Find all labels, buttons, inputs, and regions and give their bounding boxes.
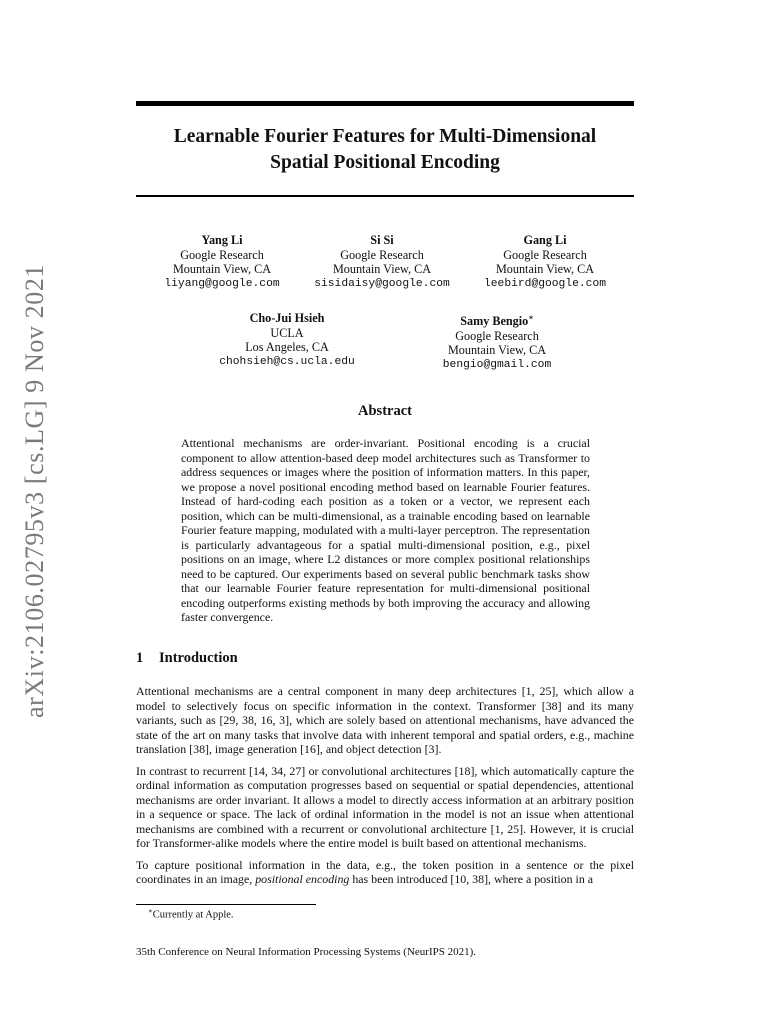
author-location: Los Angeles, CA xyxy=(245,340,329,354)
author-name: Yang Li xyxy=(201,233,243,247)
paragraph xyxy=(136,858,634,887)
author-email[interactable]: leebird@google.com xyxy=(483,277,607,290)
arxiv-identifier: arXiv:2106.02795v3 [cs.LG] 9 Nov 2021 xyxy=(20,263,49,718)
section-heading xyxy=(136,650,238,667)
author-location: Mountain View, CA xyxy=(332,262,432,276)
footnote xyxy=(148,907,234,921)
paragraph-text: has been introduced [10, 38], where a position in a xyxy=(349,872,594,886)
author-block-gang-li xyxy=(450,233,640,291)
author-affiliation: Google Research xyxy=(180,247,264,262)
footnote-rule xyxy=(136,904,316,905)
author-block-si-si xyxy=(287,233,477,291)
title-top-rule xyxy=(136,101,634,106)
author-affiliation: Google Research xyxy=(455,328,539,343)
title-bottom-rule xyxy=(136,195,634,197)
author-affiliation: Google Research xyxy=(340,247,424,262)
section-title: Introduction xyxy=(159,650,238,666)
author-email[interactable]: liyang@google.com xyxy=(164,277,280,290)
intro-body xyxy=(136,684,634,894)
footnote-mark: ∗ xyxy=(148,907,153,915)
author-name: Cho-Jui Hsieh xyxy=(249,311,325,325)
author-email[interactable]: sisidaisy@google.com xyxy=(314,277,450,290)
author-name: Gang Li xyxy=(523,233,567,247)
emphasized-term: positional encoding xyxy=(255,872,350,886)
author-affiliation: Google Research xyxy=(503,247,587,262)
author-name: Samy Bengio xyxy=(460,314,529,329)
title-line-2: Spatial Positional Encoding xyxy=(270,152,500,173)
section-number: 1 xyxy=(136,650,144,666)
paragraph-text: To capture positional information in the data, e.g., the token position in a sentence or the pixel coordinates in an image, xyxy=(136,857,634,886)
author-location: Mountain View, CA xyxy=(495,262,595,276)
author-name-line xyxy=(402,311,592,329)
paragraph: Attentional mechanisms are a central component in many deep architectures [1, 25], which allow a model to selectively focus on specific information in the context. Transformer [38] and its many variants, such as [29, 38, 16, 3], which are solely based on attentional mechanisms, have advanced the state of the art on many tasks that involve data with inherent temporal and spatial orders, e.g., machine translation [38], image generation [16], and object detection [3]. xyxy=(136,684,634,756)
author-email[interactable]: chohsieh@cs.ucla.edu xyxy=(219,355,355,368)
abstract-text: Attentional mechanisms are order-invariant. Positional encoding is a crucial component to allow attention-based deep model architectures such as Transformer to address sequences or images where the position of information matters. In this paper, we propose a novel positional encoding method based on learnable Fourier features. Instead of hard-coding each position as a token or a vector, we represent each position, which can be multi-dimensional, as a trainable encoding based on learnable Fourier feature mapping, modulated with a multi-layer perceptron. The representation is particularly advantageous for a spatial multi-dimensional position, e.g., pixel positions on an image, where L2 distances or more complex positional relationships need to be captured. Our experiments based on several public benchmark tasks show that our learnable Fourier feature representation for multi-dimensional positional encoding outperforms existing methods by both improving the accuracy and allowing faster convergence. xyxy=(181,436,590,624)
author-block-samy-bengio xyxy=(402,311,592,372)
author-location: Mountain View, CA xyxy=(447,343,547,358)
author-email[interactable]: bengio@gmail.com xyxy=(442,358,552,371)
author-affiliation: UCLA xyxy=(270,325,304,340)
author-name: Si Si xyxy=(370,233,394,247)
author-location: Mountain View, CA xyxy=(172,262,272,276)
conference-note: 35th Conference on Neural Information Processing Systems (NeurIPS 2021). xyxy=(136,946,477,958)
paper-title xyxy=(136,124,634,176)
title-line-1: Learnable Fourier Features for Multi-Dimensional xyxy=(173,126,597,147)
author-block-cho-jui-hsieh xyxy=(192,311,382,369)
abstract-heading: Abstract xyxy=(358,403,412,419)
footnote-mark: ∗ xyxy=(528,313,534,322)
paragraph: In contrast to recurrent [14, 34, 27] or convolutional architectures [18], which automatically capture the ordinal information as computation progresses based on sequential or spatial dependencies, attentional mechanisms are order invariant. It allows a model to directly access information at an arbitrary position in a sequence or space. The lack of ordinal information in the model is not an issue when attentional mechanisms are combined with a recurrent or convolutional architecture [1, 25]. However, it is crucial for Transformer-alike models where the entire model is built based on attentional mechanisms. xyxy=(136,763,634,850)
footnote-text: Currently at Apple. xyxy=(152,909,234,921)
